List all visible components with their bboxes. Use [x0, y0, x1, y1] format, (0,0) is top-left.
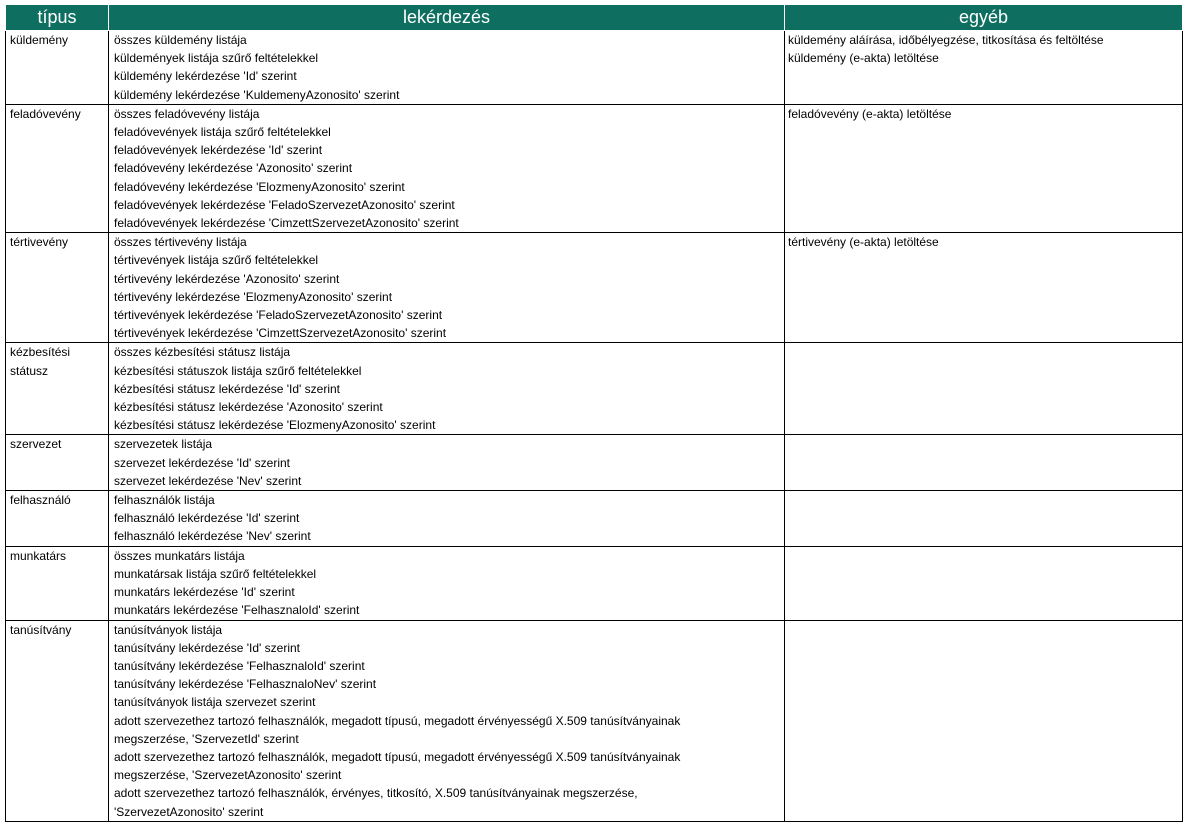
query-item: munkatárs lekérdezése 'Id' szerint: [114, 585, 295, 600]
query-item: tanúsítványok listája: [114, 622, 223, 637]
query-cell: [109, 104, 785, 232]
type-cell: tanúsítvány: [6, 620, 109, 821]
table-row: [6, 233, 1183, 343]
query-item: tanúsítvány lekérdezése 'Id' szerint: [114, 640, 301, 655]
query-cell: [109, 491, 785, 547]
query-item: kézbesítési státusz lekérdezése 'Azonosito' szerint: [114, 400, 383, 415]
query-cell: [109, 31, 785, 105]
table-row: [6, 620, 1183, 821]
other-cell: [785, 343, 1183, 435]
query-item: feladóvevények lekérdezése 'CimzettSzervezetAzonosito' szerint: [114, 216, 459, 231]
query-cell: [109, 233, 785, 343]
header-tipus: típus: [6, 5, 109, 31]
query-item: felhasználó lekérdezése 'Nev' szerint: [114, 529, 311, 544]
other-cell: [785, 31, 1183, 105]
query-item: felhasználók listája: [114, 493, 215, 508]
other-cell: [785, 620, 1183, 821]
header-egyeb: egyéb: [785, 5, 1183, 31]
table-row: [6, 435, 1183, 491]
query-item: megszerzése, 'SzervezetId' szerint: [114, 731, 299, 746]
query-item: összes kézbesítési státusz listája: [114, 345, 291, 360]
query-item: küldemény lekérdezése 'KuldemenyAzonosito' szerint: [114, 87, 400, 102]
query-item: adott szervezethez tartozó felhasználók, érvényes, titkosító, X.509 tanúsítványainak megszerzése,: [114, 786, 638, 801]
query-item: szervezet lekérdezése 'Id' szerint: [114, 455, 290, 470]
query-item: összes tértivevény listája: [114, 235, 247, 250]
query-item: kézbesítési státusz lekérdezése 'Id' szerint: [114, 381, 341, 396]
query-item: adott szervezethez tartozó felhasználók, megadott típusú, megadott érvényességű X.509 tanúsítványainak: [114, 749, 681, 764]
header-lekerdezes: lekérdezés: [109, 5, 785, 31]
other-cell: [785, 104, 1183, 232]
type-cell: tértivevény: [6, 233, 109, 343]
query-item: tértivevények listája szűrő feltételekkel: [114, 253, 319, 268]
table-row: [6, 546, 1183, 620]
query-item: 'SzervezetAzonosito' szerint: [114, 804, 264, 819]
other-item: tértivevény (e-akta) letöltése: [788, 235, 939, 250]
other-cell: [785, 546, 1183, 620]
query-item: tértivevények lekérdezése 'FeladoSzervezetAzonosito' szerint: [114, 308, 443, 323]
header-row: [6, 5, 1183, 31]
query-item: összes küldemény listája: [114, 33, 247, 47]
query-item: tértivevény lekérdezése 'Azonosito' szerint: [114, 271, 340, 286]
query-item: összes feladóvevény listája: [114, 106, 260, 121]
other-cell: [785, 435, 1183, 491]
type-cell: szervezet: [6, 435, 109, 491]
api-table: [5, 4, 1183, 822]
query-item: szervezetek listája: [114, 437, 213, 452]
query-item: tanúsítvány lekérdezése 'FelhasznaloId' szerint: [114, 658, 365, 673]
table-row: [6, 491, 1183, 547]
query-item: tanúsítvány lekérdezése 'FelhasznaloNev' szerint: [114, 677, 377, 692]
query-cell: [109, 435, 785, 491]
table-body: [6, 31, 1183, 822]
other-item: feladóvevény (e-akta) letöltése: [788, 106, 952, 121]
table-row: [6, 104, 1183, 232]
other-cell: [785, 233, 1183, 343]
table-row: [6, 31, 1183, 105]
query-item: küldemény lekérdezése 'Id' szerint: [114, 69, 297, 84]
query-item: tanúsítványok listája szervezet szerint: [114, 695, 316, 710]
query-item: feladóvevény lekérdezése 'ElozmenyAzonosito' szerint: [114, 179, 405, 194]
other-cell: [785, 491, 1183, 547]
query-cell: [109, 343, 785, 435]
other-item: küldemény aláírása, időbélyegzése, titkosítása és feltöltése: [788, 33, 1104, 47]
query-item: adott szervezethez tartozó felhasználók, megadott típusú, megadott érvényességű X.509 tanúsítványainak: [114, 713, 681, 728]
query-item: küldemények listája szűrő feltételekkel: [114, 51, 319, 66]
query-item: tértivevény lekérdezése 'ElozmenyAzonosito' szerint: [114, 289, 393, 304]
query-item: tértivevények lekérdezése 'CimzettSzervezetAzonosito' szerint: [114, 326, 447, 341]
query-cell: [109, 546, 785, 620]
type-cell: kézbesítési státusz: [6, 343, 109, 435]
query-item: kézbesítési státusz lekérdezése 'ElozmenyAzonosito' szerint: [114, 418, 436, 433]
type-cell: feladóvevény: [6, 104, 109, 232]
query-item: összes munkatárs listája: [114, 548, 245, 563]
type-cell: munkatárs: [6, 546, 109, 620]
query-item: munkatárs lekérdezése 'FelhasznaloId' szerint: [114, 603, 360, 618]
query-item: feladóvevények lekérdezése 'FeladoSzervezetAzonosito' szerint: [114, 197, 455, 212]
query-cell: [109, 620, 785, 821]
query-item: megszerzése, 'SzervezetAzonosito' szerint: [114, 768, 342, 783]
query-item: feladóvevény lekérdezése 'Azonosito' szerint: [114, 161, 353, 176]
query-item: kézbesítési státuszok listája szűrő feltételekkel: [114, 363, 362, 378]
other-item: küldemény (e-akta) letöltése: [788, 51, 939, 66]
query-item: felhasználó lekérdezése 'Id' szerint: [114, 511, 300, 526]
type-cell: felhasználó: [6, 491, 109, 547]
type-cell: küldemény: [6, 31, 109, 105]
table-row: [6, 343, 1183, 435]
query-item: feladóvevények listája szűrő feltételekkel: [114, 125, 331, 140]
query-item: feladóvevények lekérdezése 'Id' szerint: [114, 143, 323, 158]
query-item: szervezet lekérdezése 'Nev' szerint: [114, 473, 302, 488]
query-item: munkatársak listája szűrő feltételekkel: [114, 566, 317, 581]
